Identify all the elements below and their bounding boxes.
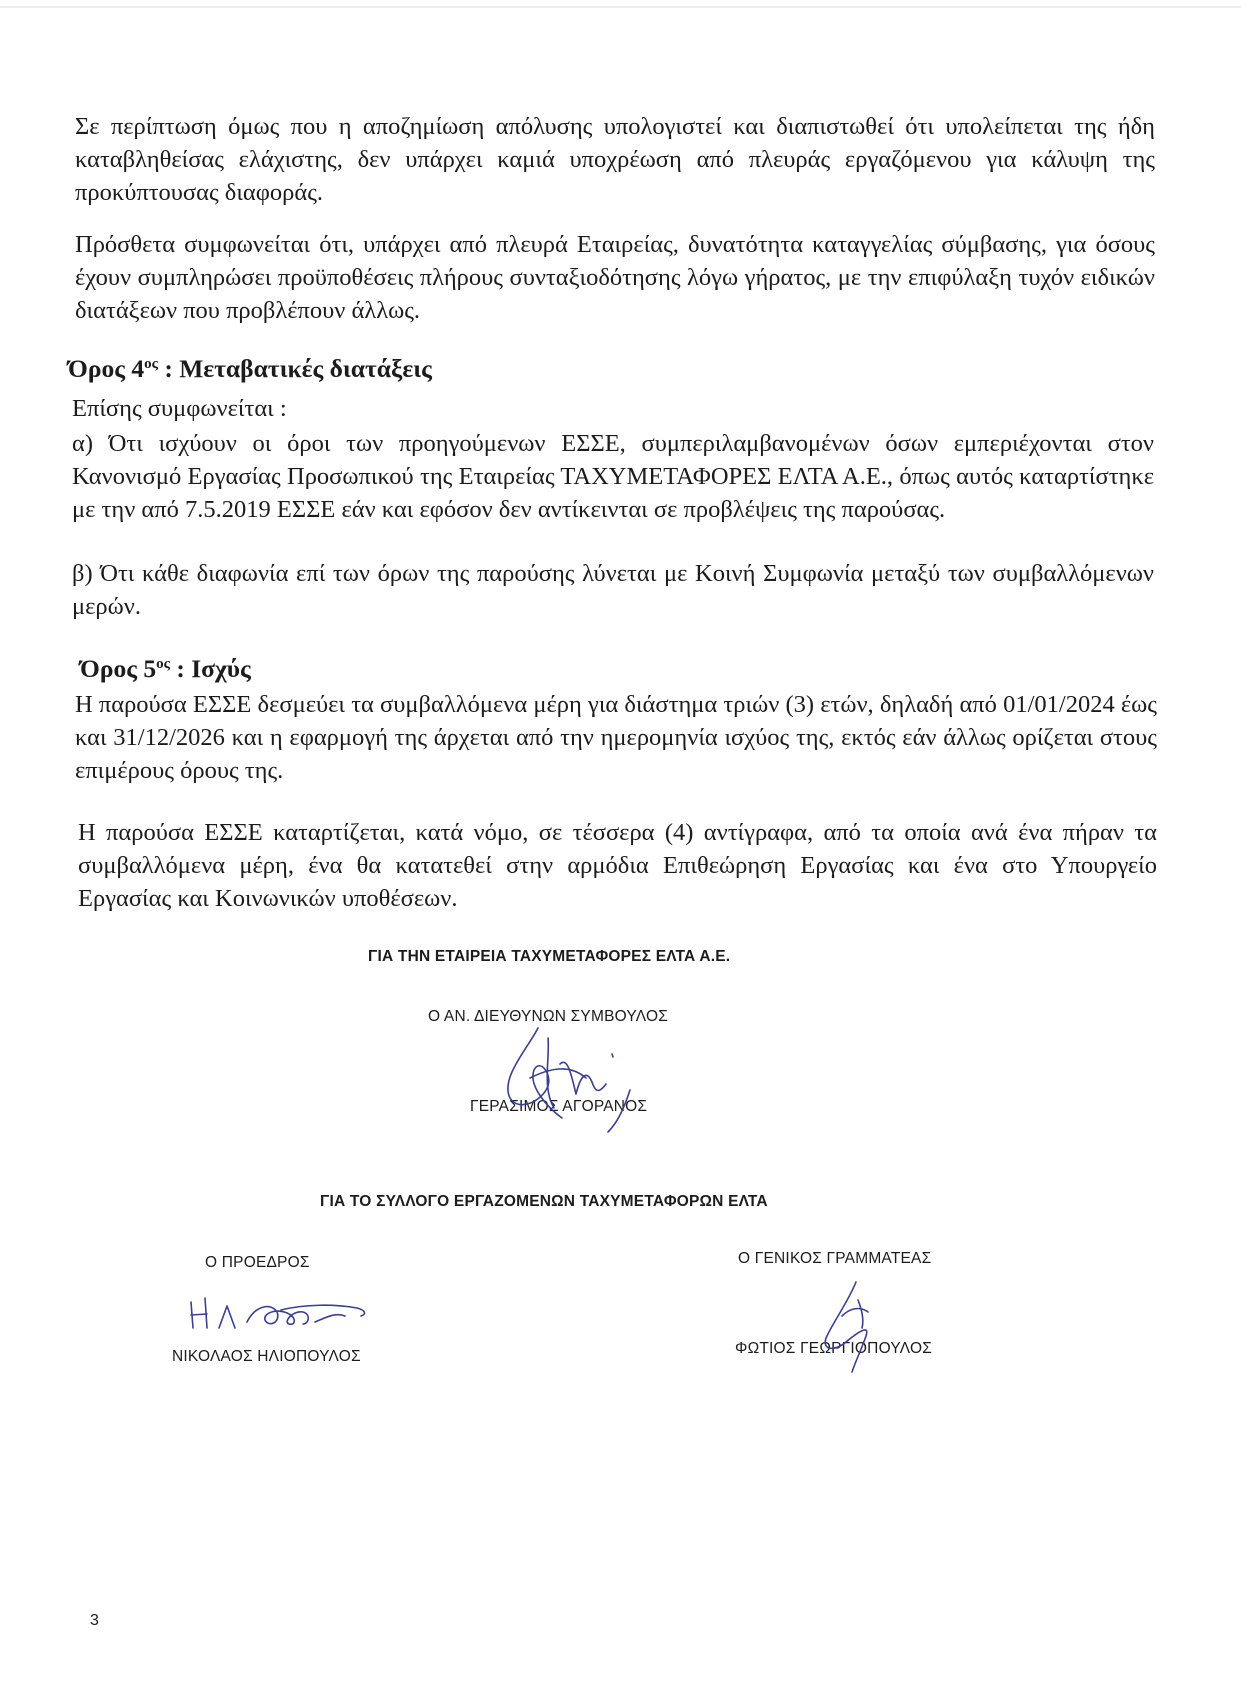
paragraph-severance: Σε περίπτωση όμως που η αποζημίωση απόλυσης υπολογιστεί και διαπιστωθεί ότι υπολείπεται της ήδη καταβληθείσας ελάχιστης, δεν υπάρχει καμιά υποχρέωση από πλευράς εργαζόμενου για κάλυψη της προκύπτουσας διαφοράς. [75, 113, 1155, 206]
term4-heading [68, 352, 432, 385]
term5-heading-suffix: : Ισχύς [169, 654, 251, 683]
company-signature [490, 1008, 650, 1138]
secretary-role: Ο ΓΕΝΙΚΟΣ ΓΡΑΜΜΑΤΕΑΣ [738, 1250, 932, 1267]
term4-heading-prefix: Όρος 4 [68, 354, 145, 383]
secretary-name: ΦΩΤΙΟΣ ΓΕΩΡΓΙΟΠΟΥΛΟΣ [735, 1340, 932, 1357]
scan-edge-line [0, 6, 1241, 8]
president-signature [185, 1288, 385, 1338]
president-role: Ο ΠΡΟΕΔΡΟΣ [205, 1254, 310, 1271]
term5-heading-sup: ος [156, 656, 170, 672]
term4-item-b: β) Ότι κάθε διαφωνία επί των όρων της παρούσης λύνεται με Κοινή Συμφωνία μεταξύ των συμβαλλόμενων μερών. [72, 560, 1154, 620]
term4-item-a: α) Ότι ισχύουν οι όροι των προηγούμενων ΕΣΣΕ, συμπεριλαμβανομένων όσων εμπεριέχονται στον Κανονισμό Εργασίας Προσωπικού της Εταιρείας ΤΑΧΥΜΕΤΑΦΟΡΕΣ ΕΛΤΑ Α.Ε., όπως αυτός καταρτίστηκε με την από 7.5.2019 ΕΣΣΕ εάν και εφόσον δεν αντίκεινται σε προβλέψεις της παρούσας. [72, 430, 1154, 523]
company-block-title: ΓΙΑ ΤΗΝ ΕΤΑΙΡΕΙΑ ΤΑΧΥΜΕΤΑΦΟΡΕΣ ΕΛΤΑ Α.Ε. [368, 948, 731, 965]
paragraph-termination: Πρόσθετα συμφωνείται ότι, υπάρχει από πλευρά Εταιρείας, δυνατότητα καταγγελίας σύμβασης, για όσους έχουν συμπληρώσει προϋποθέσεις πλήρους συνταξιοδότησης λόγω γήρατος, με την επιφύλαξη τυχόν ειδικών διατάξεων που προβλέπουν άλλως. [75, 231, 1155, 324]
page-number: 3 [90, 1612, 99, 1629]
term4-intro: Επίσης συμφωνείται : [72, 395, 287, 422]
term5-heading-prefix: Όρος 5 [80, 654, 157, 683]
term5-body: Η παρούσα ΕΣΣΕ δεσμεύει τα συμβαλλόμενα μέρη για διάστημα τριών (3) ετών, δηλαδή από 01/01/2024 έως και 31/12/2026 και η εφαρμογή της άρχεται από την ημερομηνία ισχύος της, εκτός εάν άλλως ορίζεται στους επιμέρους όρους της. [75, 691, 1157, 784]
term5-heading [80, 652, 251, 685]
company-role: Ο ΑΝ. ΔΙΕΥΘΥΝΩΝ ΣΥΜΒΟΥΛΟΣ [428, 1008, 669, 1025]
term4-heading-suffix: : Μεταβατικές διατάξεις [157, 354, 432, 383]
company-signatory-name: ΓΕΡΑΣΙΜΟΣ ΑΓΟΡΑΝΟΣ [470, 1098, 648, 1115]
term4-heading-sup: ος [144, 356, 158, 372]
closing-paragraph: Η παρούσα ΕΣΣΕ καταρτίζεται, κατά νόμο, σε τέσσερα (4) αντίγραφα, από τα οποία ανά ένα πήραν τα συμβαλλόμενα μέρη, ένα θα κατατεθεί στην αρμόδια Επιθεώρηση Εργασίας και ένα στο Υπουργείο Εργασίας και Κοινωνικών υποθέσεων. [78, 819, 1157, 912]
president-name: ΝΙΚΟΛΑΟΣ ΗΛΙΟΠΟΥΛΟΣ [172, 1348, 361, 1365]
secretary-signature [812, 1276, 892, 1376]
union-block-title: ΓΙΑ ΤΟ ΣΥΛΛΟΓΟ ΕΡΓΑΖΟΜΕΝΩΝ ΤΑΧΥΜΕΤΑΦΟΡΩΝ ΕΛΤΑ [320, 1193, 768, 1210]
